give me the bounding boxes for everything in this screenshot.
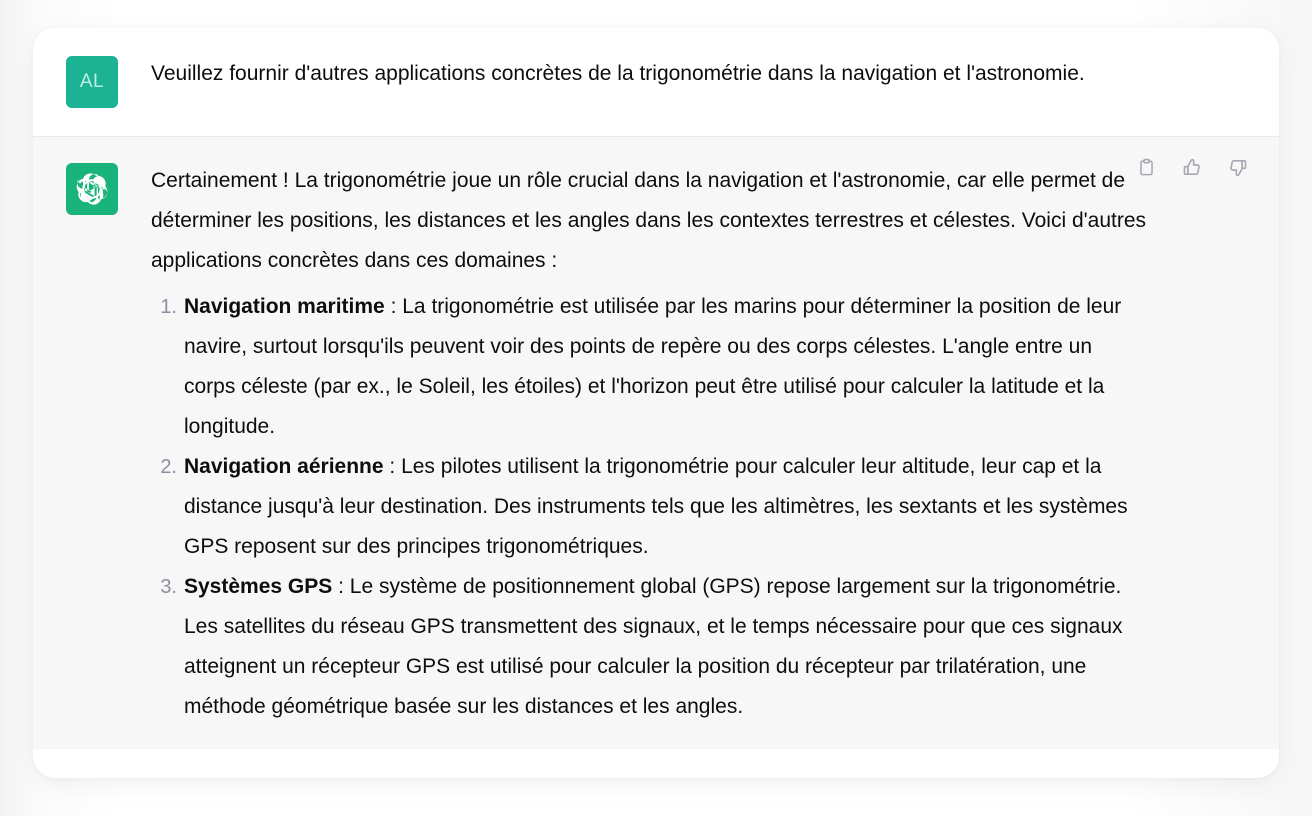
list-item-separator: : <box>383 455 402 478</box>
thumbs-up-icon <box>1182 157 1202 178</box>
list-item-term: Navigation maritime <box>184 295 385 318</box>
list-item <box>151 287 1149 447</box>
avatar <box>66 163 118 215</box>
assistant-intro-paragraph: Certainement ! La trigonométrie joue un rôle crucial dans la navigation et l'astronomie, car elle permet de déterminer les positions, les distances et les angles dans les contextes terrestres et célestes. Voici d'autres applications concrètes dans ces domaines : <box>151 169 1147 272</box>
list-item-body: Les pilotes utilisent la trigonométrie pour calculer leur altitude, leur cap et la distance jusqu'à leur destination. Des instruments tels que les altimètres, les sextants et les systèmes GPS reposent sur des principes trigonométriques. <box>184 455 1128 558</box>
thumbs-down-button[interactable] <box>1227 155 1249 179</box>
thumbs-down-icon <box>1228 157 1248 178</box>
assistant-message-body <box>151 161 1279 727</box>
assistant-answer-list <box>151 287 1149 727</box>
user-message-text: Veuillez fournir d'autres applications concrètes de la trigonométrie dans la navigation et l'astronomie. <box>151 62 1085 85</box>
list-item-marker: 3. <box>160 576 177 598</box>
list-item <box>151 567 1149 727</box>
copy-button[interactable] <box>1135 155 1157 179</box>
list-item-body: Le système de positionnement global (GPS) repose largement sur la trigonométrie. Les satellites du réseau GPS transmettent des signaux, et le temps nécessaire pour que ces signaux atteignent un récepteur GPS est utilisé pour calculer la position du récepteur par trilatération, une méthode géométrique basée sur les distances et les angles. <box>184 575 1123 718</box>
list-item-marker: 1. <box>160 296 177 318</box>
assistant-message-row <box>33 137 1279 749</box>
avatar <box>66 56 118 108</box>
list-item-separator: : <box>332 575 350 598</box>
clipboard-icon <box>1137 157 1156 178</box>
list-item-body: La trigonométrie est utilisée par les marins pour déterminer la position de leur navire, surtout lorsqu'ils peuvent voir des points de repère ou des corps célestes. L'angle entre un corps céleste (par ex., le Soleil, les étoiles) et l'horizon peut être utilisé pour calculer la latitude et la longitude. <box>184 295 1122 438</box>
list-item-separator: : <box>384 295 403 318</box>
list-item <box>151 447 1149 567</box>
user-message-row <box>33 28 1279 137</box>
list-item-term: Systèmes GPS <box>184 575 333 598</box>
message-action-toolbar <box>1135 155 1249 179</box>
list-item-term: Navigation aérienne <box>184 455 384 478</box>
thumbs-up-button[interactable] <box>1181 155 1203 179</box>
list-item-marker: 2. <box>160 456 177 478</box>
chat-conversation-card <box>33 28 1279 778</box>
user-avatar-column <box>33 54 151 108</box>
user-initials: AL <box>79 71 105 92</box>
user-message-body <box>151 54 1279 108</box>
assistant-avatar-column <box>33 161 151 727</box>
openai-logo-icon <box>76 173 108 205</box>
